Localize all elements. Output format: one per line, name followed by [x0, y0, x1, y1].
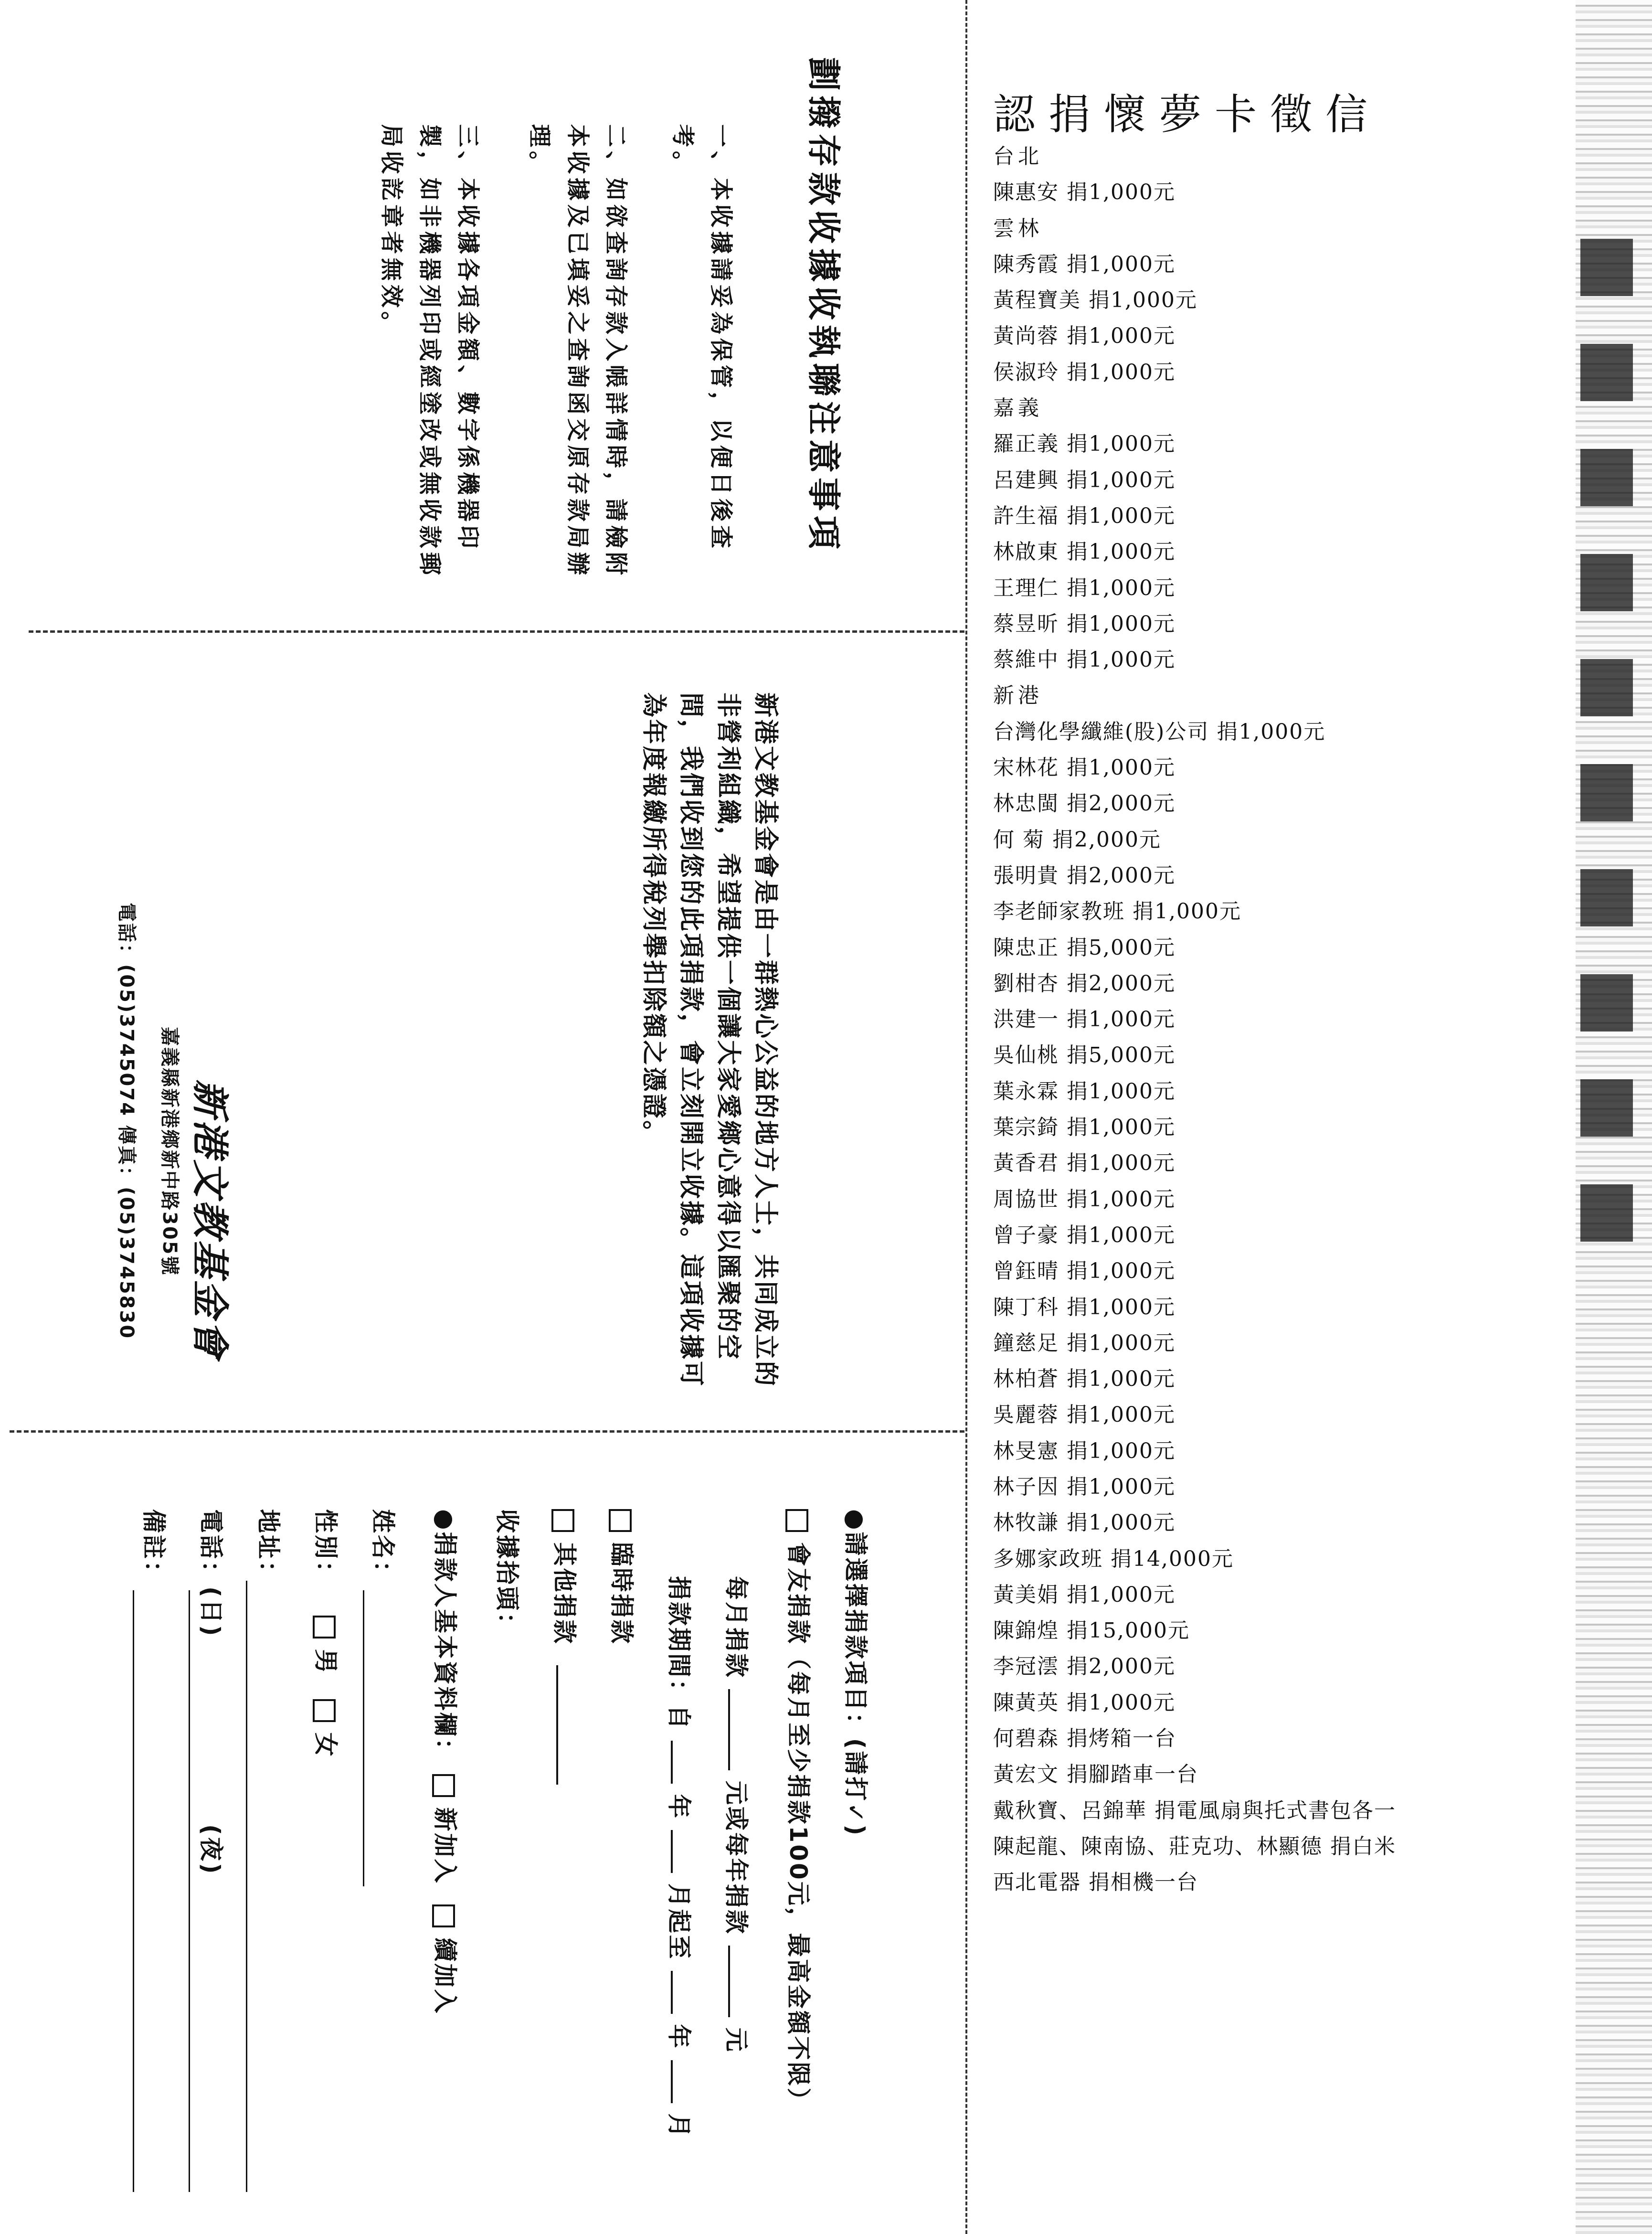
name-field[interactable] — [363, 1590, 364, 1886]
donor-entry: 戴秋寶、呂錦華 捐電風扇與托式書包各一 — [993, 1798, 1396, 1823]
donor-entry: 陳秀霞 捐1,000元 — [993, 252, 1175, 277]
donor-info-row — [430, 1509, 460, 2015]
address-label: 地址： — [254, 1509, 282, 1586]
period-year-label: 年 — [665, 1794, 693, 1820]
continue-join-label: 續加入 — [431, 1937, 459, 2015]
monthly-amount-field[interactable] — [728, 1689, 730, 1770]
donor-entry: 周協世 捐1,000元 — [993, 1187, 1175, 1212]
donor-entry: 林牧謙 捐1,000元 — [993, 1511, 1175, 1535]
donor-info-heading: ●捐款人基本資料欄： — [431, 1509, 459, 1764]
scan-edge-marks — [1580, 239, 1633, 1242]
receipt-label: 收據抬頭： — [493, 1509, 521, 1638]
donor-entry: 陳錦煌 捐15,000元 — [993, 1618, 1190, 1643]
continue-join-checkbox[interactable] — [432, 1904, 455, 1927]
gender-row — [310, 1509, 341, 1758]
monthly-unit: 元 — [722, 2027, 750, 2053]
donor-entry: 李老師家教班 捐1,000元 — [993, 899, 1241, 924]
donor-entry: 黃美娟 捐1,000元 — [993, 1582, 1175, 1607]
notice-item-2: 二、如欲查詢存款入帳詳情時，請檢附本收據及已填妥之查詢函交原存款局辦理。 — [526, 124, 629, 579]
phone-day-label: 電話：(日) — [197, 1509, 225, 1638]
donor-entry: 許生福 捐1,000元 — [993, 503, 1175, 528]
phone-night-label: (夜) — [197, 1824, 225, 1876]
donor-entry: 蔡昱昕 捐1,000元 — [993, 611, 1175, 636]
male-checkbox[interactable] — [313, 1616, 336, 1638]
phone-field[interactable] — [189, 1590, 190, 2192]
org-name: 新港文教基金會 — [188, 1079, 232, 1361]
donor-entry: 張明貴 捐2,000元 — [993, 863, 1175, 888]
donor-entry: 陳惠安 捐1,000元 — [993, 180, 1175, 205]
name-label: 姓名： — [369, 1509, 397, 1586]
donor-entry: 黃香君 捐1,000元 — [993, 1151, 1175, 1176]
donor-entry: 何碧森 捐烤箱一台 — [993, 1726, 1176, 1751]
temporary-row — [606, 1509, 637, 1645]
donor-entry: 陳忠正 捐5,000元 — [993, 935, 1175, 960]
period-row — [664, 1576, 694, 2139]
period-month-label: 月 — [665, 2113, 693, 2139]
lower-cut-line — [10, 1430, 964, 1433]
period-label: 捐款期間：自 — [665, 1576, 693, 1731]
donor-entry: 李冠澐 捐2,000元 — [993, 1654, 1175, 1679]
donor-entry: 台灣化學纖維(股)公司 捐1,000元 — [993, 719, 1326, 744]
donor-entry: 陳起龍、陳南協、莊克功、林顯德 捐白米 — [993, 1834, 1396, 1859]
donor-entry: 林旻憲 捐1,000元 — [993, 1438, 1175, 1463]
member-donation-checkbox[interactable] — [785, 1509, 808, 1532]
donor-entry: 呂建興 捐1,000元 — [993, 468, 1175, 492]
donor-entry: 宋林花 捐1,000元 — [993, 755, 1175, 780]
member-donation-row — [783, 1509, 814, 2114]
upper-cut-line — [29, 630, 964, 633]
donor-entry: 王理仁 捐1,000元 — [993, 575, 1175, 600]
donor-entry: 黃宏文 捐腳踏車一台 — [993, 1762, 1198, 1787]
org-address: 嘉義縣新港鄉新中路305號 — [159, 1027, 180, 1277]
donor-list — [993, 138, 1396, 1901]
female-label: 女 — [312, 1732, 339, 1758]
monthly-row — [721, 1576, 752, 2053]
donor-region-heading: 新港 — [993, 683, 1043, 708]
female-checkbox[interactable] — [313, 1699, 336, 1722]
donor-entry: 羅正義 捐1,000元 — [993, 432, 1175, 457]
donor-entry: 林子因 捐1,000元 — [993, 1474, 1175, 1499]
donor-entry: 葉永霖 捐1,000元 — [993, 1079, 1175, 1104]
donor-entry: 鐘慈足 捐1,000元 — [993, 1330, 1175, 1355]
period-from-month-field[interactable] — [671, 1830, 673, 1873]
male-label: 男 — [312, 1649, 339, 1675]
period-from-year-field[interactable] — [671, 1741, 673, 1784]
other-donation-checkbox[interactable] — [551, 1509, 574, 1532]
other-donation-label: 其他捐款 — [551, 1542, 578, 1646]
member-donation-label: 會友捐款（每月至少捐款100元，最高金額不限） — [784, 1542, 812, 2114]
period-month-from-label: 月起至 — [665, 1883, 693, 1961]
gender-label: 性別： — [312, 1509, 339, 1586]
donor-entry: 多娜家政班 捐14,000元 — [993, 1546, 1234, 1571]
donor-entry: 黃程寶美 捐1,000元 — [993, 288, 1197, 313]
donor-entry: 曾鈺晴 捐1,000元 — [993, 1259, 1175, 1284]
new-join-checkbox[interactable] — [432, 1774, 455, 1797]
temporary-donation-checkbox[interactable] — [609, 1509, 632, 1532]
donor-region-heading: 嘉義 — [993, 396, 1043, 421]
yearly-amount-field[interactable] — [728, 1946, 730, 2017]
donor-entry: 洪建一 捐1,000元 — [993, 1007, 1175, 1032]
other-row — [549, 1509, 580, 1785]
form-select-heading: ●請選擇捐款項目：(請打✓) — [842, 1509, 869, 1838]
donor-entry: 黃尚蓉 捐1,000元 — [993, 324, 1175, 349]
donor-entry: 曾子豪 捐1,000元 — [993, 1223, 1175, 1247]
donor-entry: 侯淑玲 捐1,000元 — [993, 360, 1175, 384]
remark-label: 備註： — [140, 1509, 168, 1586]
donor-entry: 吳仙桃 捐5,000元 — [993, 1043, 1175, 1068]
address-field[interactable] — [246, 1581, 247, 2192]
period-year2-label: 年 — [665, 2024, 693, 2050]
period-to-month-field[interactable] — [671, 2060, 673, 2103]
donor-entry: 葉宗錡 捐1,000元 — [993, 1115, 1175, 1140]
mission-paragraph: 新港文教基金會是由一群熱心公益的地方人士，共同成立的非營利組織，希望提供一個讓大家愛鄉心意得以匯聚的空間，我們收到您的此項捐款，會立刻開立收據。這項收據可為年度報繳所得稅列舉扣除額之憑證。 — [639, 692, 780, 1388]
donor-entry: 西北電器 捐相機一台 — [993, 1870, 1198, 1895]
donor-entry: 陳丁科 捐1,000元 — [993, 1295, 1175, 1319]
notice-item-1: 一、本收據請妥為保管，以便日後查考。 — [669, 124, 734, 553]
donor-entry: 林啟東 捐1,000元 — [993, 540, 1175, 564]
vertical-cut-line — [965, 0, 967, 2234]
other-donation-field[interactable] — [556, 1665, 558, 1785]
monthly-mid-label: 元或每年捐款 — [722, 1780, 750, 1936]
donor-entry: 劉柑杏 捐2,000元 — [993, 971, 1175, 996]
remark-field[interactable] — [133, 1590, 134, 2192]
donor-region-heading: 雲林 — [993, 216, 1043, 241]
donor-entry: 吳麗蓉 捐1,000元 — [993, 1403, 1175, 1427]
new-join-label: 新加入 — [431, 1807, 459, 1885]
donor-list-title: 認捐懷夢卡徵信 — [993, 90, 1381, 139]
notice-item-3: 三、本收據各項金額、數字係機器印製，如非機器列印或經塗改或無收款郵局收訖章者無效。 — [378, 124, 481, 579]
org-contact: 電話：(05)3745074 傳真：(05)3745830 — [116, 903, 138, 1340]
temporary-donation-label: 臨時捐款 — [608, 1542, 635, 1646]
donor-entry: 陳黃英 捐1,000元 — [993, 1690, 1175, 1715]
monthly-label: 每月捐款 — [722, 1576, 750, 1679]
donor-entry: 何 菊 捐2,000元 — [993, 827, 1161, 852]
donor-entry: 林忠閩 捐2,000元 — [993, 791, 1175, 816]
phone-row — [196, 1509, 226, 1638]
donor-region-heading: 台北 — [993, 144, 1043, 169]
notice-title: 劃撥存款收據收執聯注意事項 — [804, 57, 843, 554]
period-to-year-field[interactable] — [671, 1971, 673, 2014]
donor-entry: 林柏蒼 捐1,000元 — [993, 1367, 1175, 1392]
donor-entry: 蔡維中 捐1,000元 — [993, 648, 1175, 672]
